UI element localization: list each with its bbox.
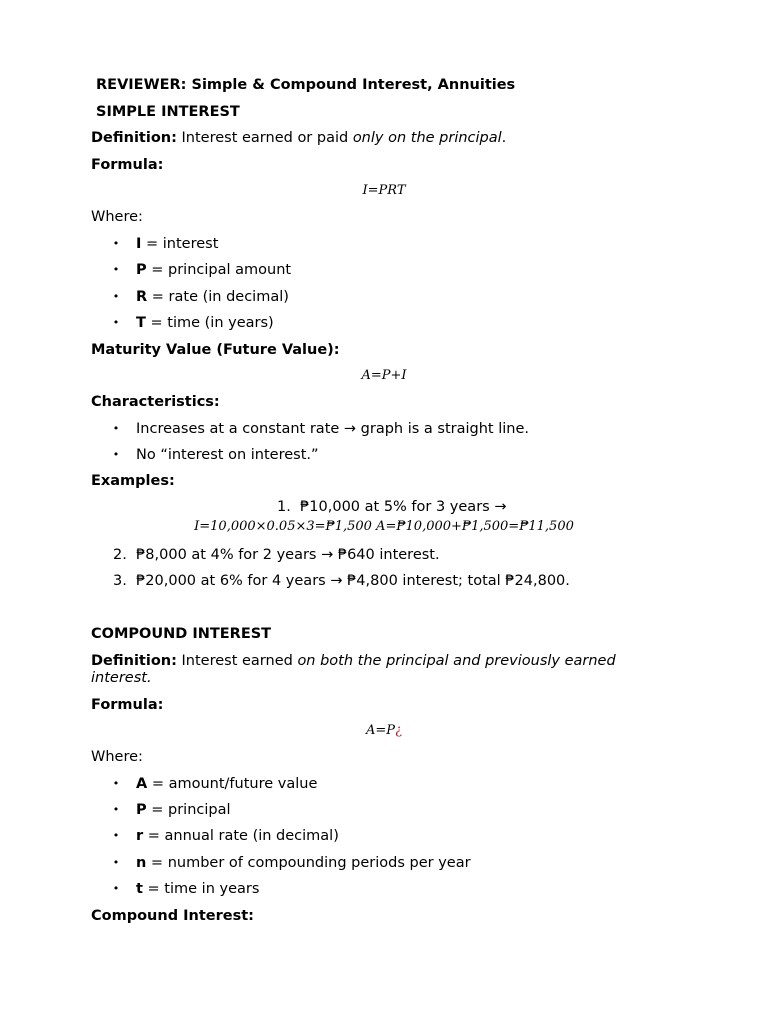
example1-math: I=10,000×0.05×3=₱1,500 A=₱10,000+₱1,500=₱11,500 xyxy=(194,519,574,534)
var-symbol: R xyxy=(136,289,148,305)
example-text: ₱20,000 at 6% for 4 years → ₱4,800 interest; total ₱24,800. xyxy=(136,573,570,589)
bullet-icon: • xyxy=(112,422,120,435)
bullet-icon: • xyxy=(112,856,120,869)
simple-var-item xyxy=(136,314,274,332)
compound-definition-text: Interest earned xyxy=(176,653,298,669)
var-symbol: r xyxy=(136,828,144,844)
var-description: = rate (in decimal) xyxy=(147,289,289,305)
bullet-icon: • xyxy=(112,263,120,276)
bullet-icon: • xyxy=(112,448,120,461)
example-item xyxy=(277,498,506,516)
simple-var-item xyxy=(136,261,291,279)
bullet-icon: • xyxy=(112,882,120,895)
compound-definition-italic: on both the principal and previously earned xyxy=(297,653,616,669)
simple-var-item xyxy=(136,288,289,306)
example-item xyxy=(113,572,570,590)
compound-definition-label: Definition: xyxy=(91,653,177,669)
maturity-formula: A=P+I xyxy=(361,368,407,383)
simple-definition-label: Definition: xyxy=(91,130,177,146)
bullet-icon: • xyxy=(112,803,120,816)
compound-var-item xyxy=(136,827,339,845)
compound-formula-main: A=P xyxy=(365,723,396,738)
compound-definition-cont: interest. xyxy=(91,670,152,686)
examples-label: Examples: xyxy=(91,473,175,489)
var-symbol: P xyxy=(136,262,147,278)
var-symbol: n xyxy=(136,855,147,871)
var-symbol: I xyxy=(136,236,142,252)
simple-definition-text: Interest earned or paid xyxy=(176,130,353,146)
compound-definition xyxy=(91,652,616,670)
compound-var-item xyxy=(136,775,317,793)
example-number: 3. xyxy=(113,573,127,589)
document-title: REVIEWER: Simple & Compound Interest, Annuities xyxy=(96,77,516,93)
var-description: = number of compounding periods per year xyxy=(146,855,471,871)
compound-var-item xyxy=(136,801,231,819)
simple-interest-heading: SIMPLE INTEREST xyxy=(96,104,240,120)
compound-formula-label: Formula: xyxy=(91,697,164,713)
bullet-icon: • xyxy=(112,290,120,303)
compound-var-item xyxy=(136,854,471,872)
bullet-icon: • xyxy=(112,316,120,329)
bullet-icon: • xyxy=(112,777,120,790)
var-symbol: P xyxy=(136,802,147,818)
simple-var-item xyxy=(136,235,218,253)
simple-where-label: Where: xyxy=(91,209,143,225)
var-description: = time in years xyxy=(142,881,260,897)
bullet-icon: • xyxy=(112,829,120,842)
example-number: 1. xyxy=(277,499,291,515)
simple-formula: I=PRT xyxy=(362,183,406,198)
var-description: = time (in years) xyxy=(145,315,274,331)
compound-where-label: Where: xyxy=(91,749,143,765)
example-number: 2. xyxy=(113,547,127,563)
var-symbol: t xyxy=(136,881,143,897)
simple-definition xyxy=(91,129,506,147)
simple-definition-italic: only on the principal xyxy=(352,130,502,146)
var-symbol: T xyxy=(136,315,146,331)
compound-formula-glyph: ¿ xyxy=(395,723,402,738)
compound-interest-label: Compound Interest: xyxy=(91,908,254,924)
var-description: = interest xyxy=(141,236,219,252)
bullet-icon: • xyxy=(112,237,120,250)
simple-formula-label: Formula: xyxy=(91,157,164,173)
example-item xyxy=(113,546,440,564)
compound-formula xyxy=(0,722,768,740)
simple-definition-end: . xyxy=(501,130,507,146)
var-description: = principal xyxy=(146,802,231,818)
compound-interest-heading: COMPOUND INTEREST xyxy=(91,626,272,642)
characteristic-item: Increases at a constant rate → graph is a straight line. xyxy=(136,421,529,437)
var-description: = amount/future value xyxy=(147,776,318,792)
characteristic-item: No “interest on interest.” xyxy=(136,447,319,463)
var-description: = principal amount xyxy=(146,262,292,278)
var-symbol: A xyxy=(136,776,148,792)
compound-var-item xyxy=(136,880,259,898)
example-text: ₱10,000 at 5% for 3 years → xyxy=(300,499,507,515)
characteristics-label: Characteristics: xyxy=(91,394,220,410)
maturity-value-label: Maturity Value (Future Value): xyxy=(91,342,340,358)
var-description: = annual rate (in decimal) xyxy=(143,828,339,844)
example-text: ₱8,000 at 4% for 2 years → ₱640 interest. xyxy=(136,547,440,563)
